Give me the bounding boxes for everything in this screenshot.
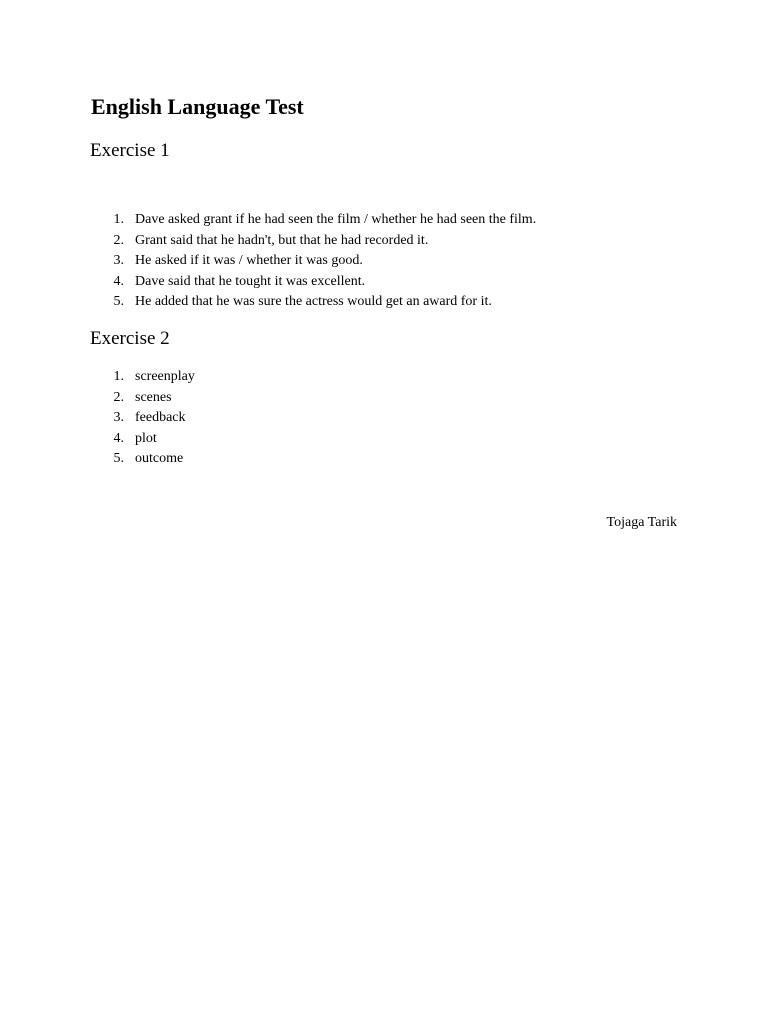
list-item-number: 5. — [113, 294, 124, 309]
list-item-text: Grant said that he hadn't, but that he had recorded it. — [135, 232, 429, 248]
list-item-text: plot — [135, 430, 157, 446]
list-item-number: 4. — [113, 430, 124, 446]
list-item-text: scenes — [135, 389, 172, 405]
exercise-1-heading: Exercise 1 — [90, 140, 170, 161]
exercise-2-list — [100, 367, 195, 470]
list-item-number: 3. — [113, 410, 124, 425]
list-item — [100, 449, 195, 470]
list-item-number: 5. — [113, 451, 124, 466]
list-item-text: Dave said that he tought it was excellent. — [135, 273, 366, 289]
list-item-number: 1. — [113, 212, 124, 227]
exercise-1-list — [100, 210, 536, 313]
list-item-text: He asked if it was / whether it was good. — [135, 253, 363, 268]
list-item-text: He added that he was sure the actress would get an award for it. — [135, 294, 492, 309]
list-item-text: outcome — [135, 451, 184, 466]
list-item-number: 1. — [113, 369, 124, 384]
list-item — [100, 292, 536, 313]
list-item — [100, 408, 195, 429]
list-item-text: feedback — [135, 410, 186, 425]
list-item — [100, 272, 536, 293]
list-item-text: Dave asked grant if he had seen the film / whether he had seen the film. — [135, 212, 537, 227]
list-item — [100, 231, 536, 252]
document-title: English Language Test — [91, 94, 304, 119]
list-item — [100, 367, 195, 388]
list-item-text: screenplay — [135, 369, 195, 384]
list-item — [100, 429, 195, 450]
list-item-number: 4. — [113, 273, 124, 289]
list-item-number: 3. — [113, 253, 124, 268]
list-item-number: 2. — [113, 389, 124, 405]
list-item — [100, 251, 536, 272]
exercise-2-heading: Exercise 2 — [90, 328, 170, 349]
author-signature: Tojaga Tarik — [606, 515, 677, 530]
list-item-number: 2. — [113, 232, 124, 248]
list-item — [100, 210, 536, 231]
list-item — [100, 388, 195, 409]
